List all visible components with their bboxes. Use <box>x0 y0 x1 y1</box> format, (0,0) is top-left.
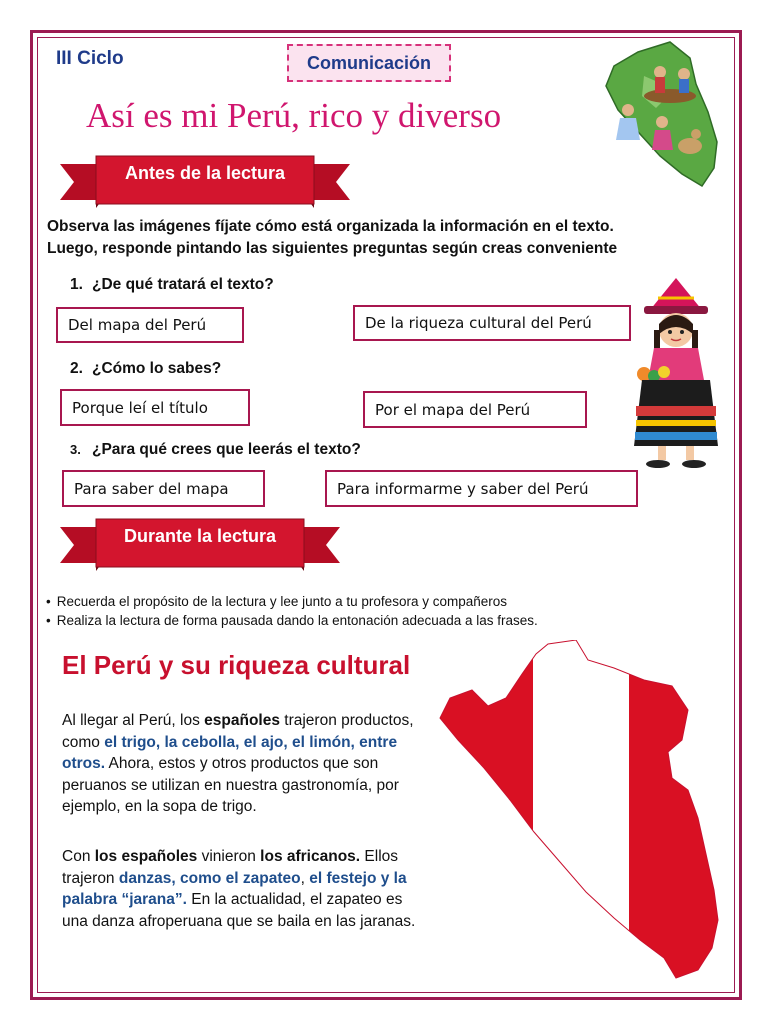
paragraph-2 <box>62 846 422 932</box>
question-number: 1. <box>70 276 83 293</box>
andean-girl-illustration <box>628 276 724 470</box>
answer-label: De la riqueza cultural del Perú <box>365 314 592 332</box>
answer-label: Por el mapa del Perú <box>375 400 531 419</box>
subject-label: Comunicación <box>306 52 431 73</box>
answer-option[interactable] <box>353 305 631 341</box>
list-item: • Recuerda el propósito de la lectura y lee junto a tu profesora y compañeros <box>46 592 538 611</box>
question-1 <box>70 276 274 294</box>
text-run: Con <box>62 848 95 865</box>
answer-option[interactable] <box>325 470 638 507</box>
text-run-bold: españoles <box>204 712 280 729</box>
question-text: ¿De qué tratará el texto? <box>92 276 274 293</box>
answer-option[interactable] <box>56 307 244 343</box>
text-run: , <box>300 869 310 887</box>
answer-label: Para informarme y saber del Perú <box>337 479 589 498</box>
answer-option[interactable] <box>363 391 587 428</box>
page-title: Así es mi Perú, rico y diverso <box>86 96 502 135</box>
question-number: 2. <box>70 360 83 377</box>
before-reading-banner <box>60 150 350 212</box>
text-run: Ahora, estos y otros productos que son peruanos se utilizan en nuestra gastronomía, por ejemplo, en la sopa de trigo. <box>62 755 399 815</box>
level-label: III Ciclo <box>56 48 124 69</box>
text-run: vinieron <box>197 848 261 865</box>
peru-flag-map <box>436 640 726 985</box>
question-text: ¿Cómo lo sabes? <box>92 360 222 377</box>
text-run: trajeron productos, como <box>62 712 414 751</box>
question-3 <box>70 441 361 459</box>
during-reading-banner <box>60 513 340 575</box>
text-run: Al llegar al Perú, los <box>62 712 205 729</box>
text-run-highlight: el trigo, la cebolla, el ajo, el limón, entre otros. <box>62 733 398 772</box>
text-run-bold: los africanos. <box>260 848 361 865</box>
answer-option[interactable] <box>62 470 265 507</box>
reading-heading: El Perú y su riqueza cultural <box>62 650 411 680</box>
instructions <box>47 216 747 260</box>
during-reading-label: Durante la lectura <box>123 526 277 546</box>
answer-option[interactable] <box>60 389 250 426</box>
text-run-bold: los españoles <box>94 848 198 865</box>
instructions-line-2: Luego, responde pintando las siguientes preguntas según creas conveniente <box>47 240 618 257</box>
question-2 <box>70 360 221 378</box>
text-run-highlight: danzas, como el zapateo <box>118 869 301 887</box>
text-run: En la actualidad, el zapateo es una danza afroperuana que se baila en las jaranas. <box>62 891 416 930</box>
instructions-line-1: Observa las imágenes fíjate cómo está organizada la información en el texto. <box>47 218 614 235</box>
list-item: • Realiza la lectura de forma pausada dando la entonación adecuada a las frases. <box>46 611 538 630</box>
answer-label: Para saber del mapa <box>74 479 229 498</box>
answer-label: Del mapa del Perú <box>68 316 207 334</box>
reading-tips-list <box>46 592 538 630</box>
before-reading-label: Antes de la lectura <box>124 163 286 183</box>
question-text: ¿Para qué crees que leerás el texto? <box>92 441 361 458</box>
text-run-highlight: el festejo y la palabra “jarana”. <box>62 869 407 908</box>
subject-box <box>287 44 451 82</box>
paragraph-1 <box>62 710 422 818</box>
question-number: 3. <box>70 442 81 457</box>
text-run: Ellos trajeron <box>62 848 399 887</box>
peru-people-map-illustration <box>600 38 725 193</box>
answer-label: Porque leí el título <box>72 398 208 417</box>
